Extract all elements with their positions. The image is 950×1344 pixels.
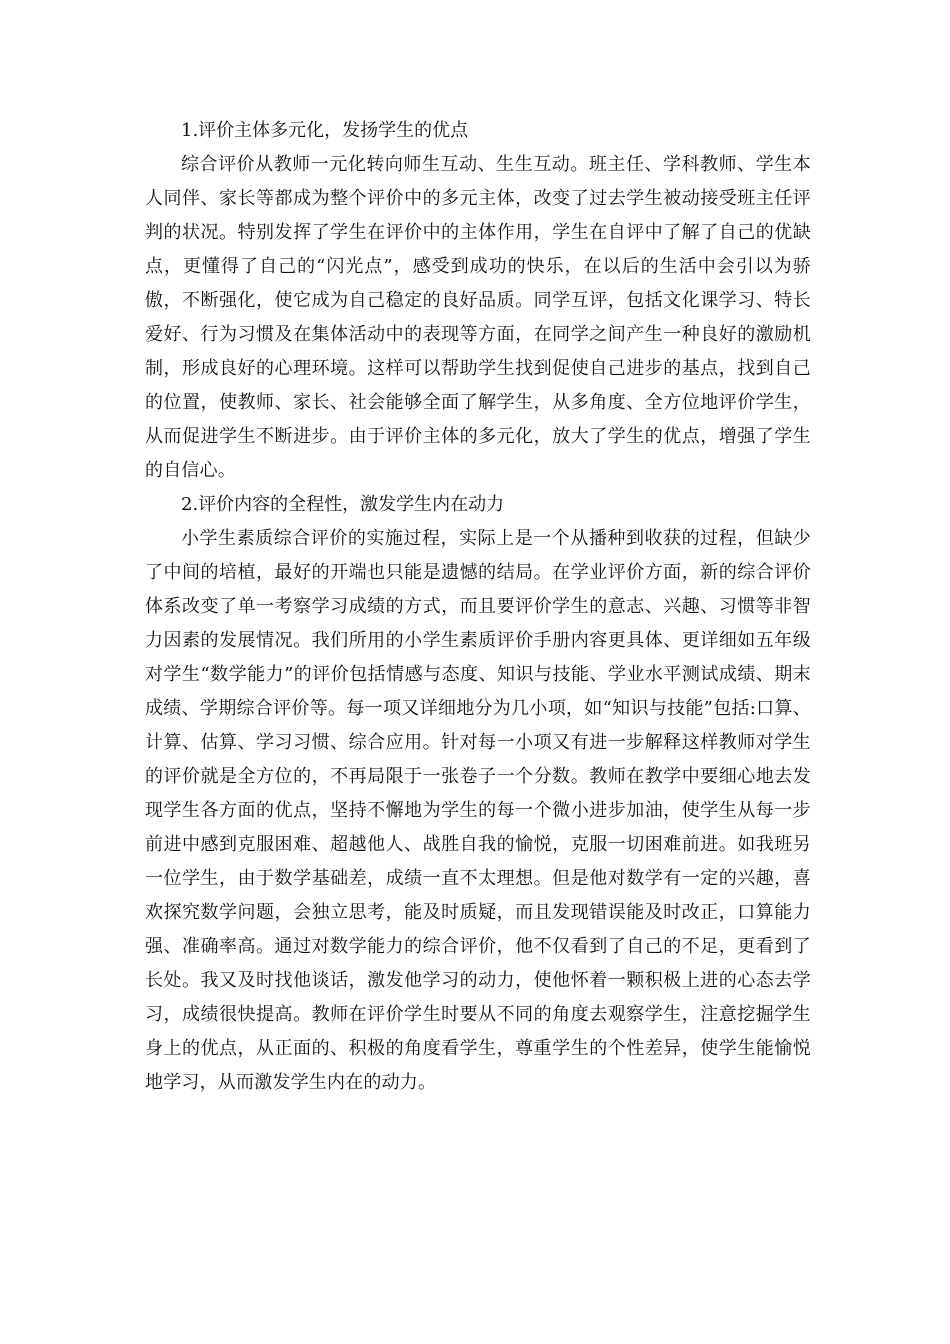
section-heading-2: 2.评价内容的全程性，激发学生内在动力 [181, 494, 505, 515]
section-paragraph-1: 综合评价从教师一元化转向师生互动、生生互动。班主任、学科教师、学生本人同伴、家长等都成为整个评价中的多元主体，改变了过去学生被动接受班主任评判的状况。特别发挥了学生在评价中的主体作用，学生在自评中了解了自己的优缺点，更懂得了自己的“闪光点”，感受到成功的快乐，在以后的生活中会引以为骄傲，不断强化，使它成为自己稳定的良好品质。同学互评，包括文化课学习、特长爱好、行为习惯及在集体活动中的表现等方面，在同学之间产生一种良好的激励机制，形成良好的心理环境。这样可以帮助学生找到促使自己进步的基点，找到自己的位置，使教师、家长、社会能够全面了解学生，从多角度、全方位地评价学生，从而促进学生不断进步。由于评价主体的多元化，放大了学生的优点，增强了学生的自信心。 [145, 154, 811, 481]
section-paragraph-2: 小学生素质综合评价的实施过程，实际上是一个从播种到收获的过程，但缺少了中间的培植，最好的开端也只能是遗憾的结局。在学业评价方面，新的综合评价体系改变了单一考察学习成绩的方式，而且要评价学生的意志、兴趣、习惯等非智力因素的发展情况。我们所用的小学生素质评价手册内容更具体、更详细如五年级对学生“数学能力”的评价包括情感与态度、知识与技能、学业水平测试成绩、期末成绩、学期综合评价等。每一项又详细地分为几小项，如“知识与技能”包括:口算、计算、估算、学习习惯、综合应用。针对每一小项又有进一步解释这样教师对学生的评价就是全方位的，不再局限于一张卷子一个分数。教师在教学中要细心地去发现学生各方面的优点，坚持不懈地为学生的每一个微小进步加油，使学生从每一步前进中感到克服困难、超越他人、战胜自我的愉悦，克服一切困难前进。如我班另一位学生，由于数学基础差，成绩一直不太理想。但是他对数学有一定的兴趣，喜欢探究数学问题，会独立思考，能及时质疑，而且发现错误能及时改正，口算能力强、准确率高。通过对数学能力的综合评价，他不仅看到了自己的不足，更看到了长处。我又及时找他谈话，激发他学习的动力，使他怀着一颗积极上进的心态去学习，成绩很快提高。教师在评价学生时要从不同的角度去观察学生，注意挖掘学生身上的优点，从正面的、积极的角度看学生，尊重学生的个性差异，使学生能愉悦地学习，从而激发学生内在的动力。 [145, 528, 811, 1093]
document-body [145, 114, 811, 1100]
section-heading-1: 1.评价主体多元化，发扬学生的优点 [181, 120, 469, 141]
